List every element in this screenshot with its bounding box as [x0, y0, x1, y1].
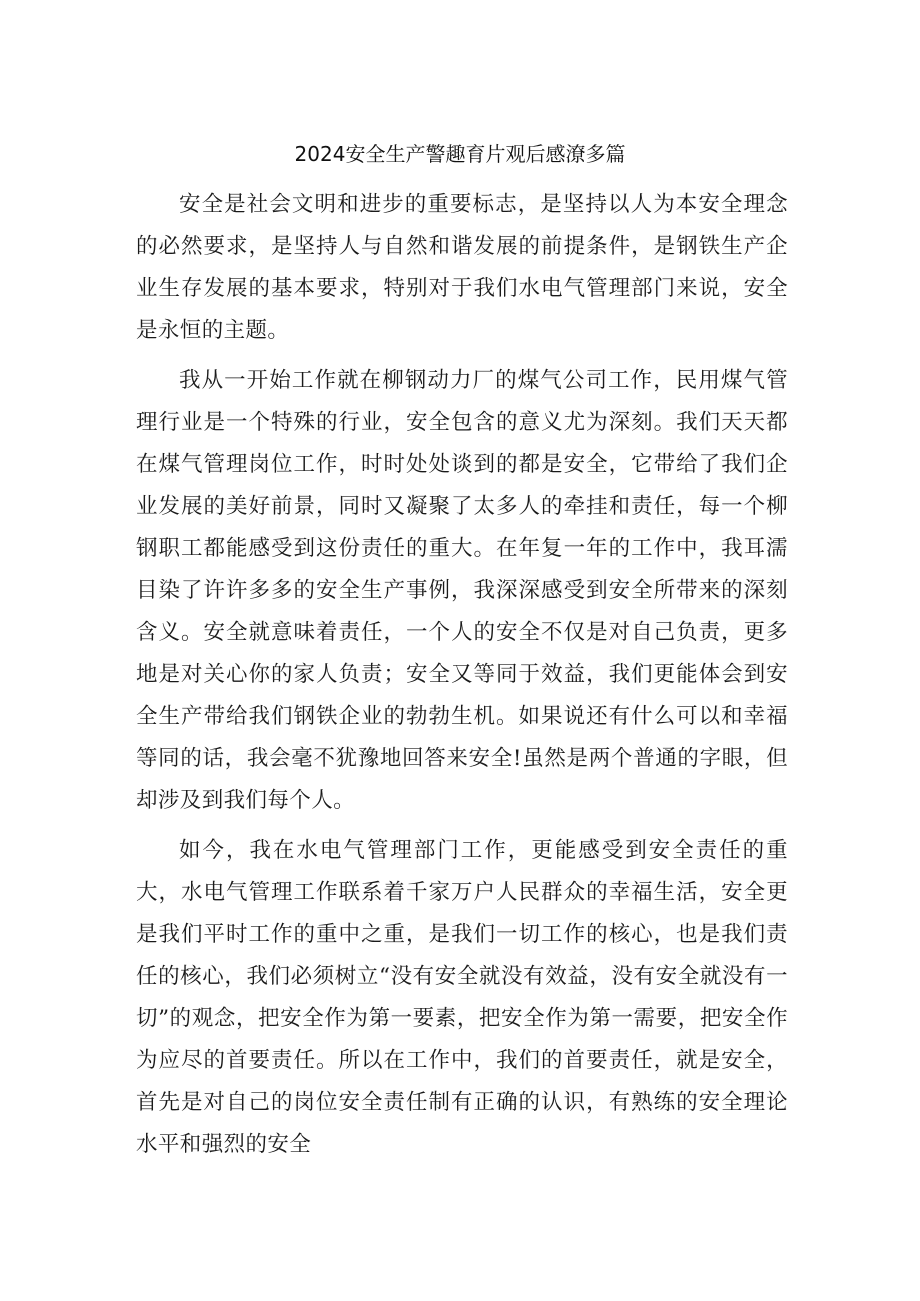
paragraph-3: 如今，我在水电气管理部门工作，更能感受到安全责任的重大，水电气管理工作联系着千家万户人民群众的幸福生活，安全更是我们平时工作的重中之重，是我们一切工作的核心，也是我们责任的核心，我们必须树立“没有安全就没有效益，没有安全就没有一切”的观念，把安全作为第一要素，把安全作为第一需要，把安全作为应尽的首要责任。所以在工作中，我们的首要责任，就是安全，首先是对自己的岗位安全责任制有正确的认识，有熟练的安全理论水平和强烈的安全: [136, 838, 788, 1157]
document-body: [136, 184, 788, 1166]
paragraph-1: 安全是社会文明和进步的重要标志，是坚持以人为本安全理念的必然要求，是坚持人与自然和谐发展的前提条件，是钢铁生产企业生存发展的基本要求，特别对于我们水电气管理部门来说，安全是永恒的主题。: [136, 192, 788, 343]
document-title: 2024安全生产警趣育片观后感潦多篇: [294, 142, 626, 166]
paragraph-2: 我从一开始工作就在柳钢动力厂的煤气公司工作，民用煤气管理行业是一个特殊的行业，安全包含的意义尤为深刻。我们天天都在煤气管理岗位工作，时时处处谈到的都是安全，它带给了我们企业发展的美好前景，同时又凝聚了太多人的牵挂和责任，每一个柳钢职工都能感受到这份责任的重大。在年复一年的工作中，我耳濡目染了许许多多的安全生产事例，我深深感受到安全所带来的深刻含义。安全就意味着责任，一个人的安全不仅是对自己负责，更多地是对关心你的家人负责；安全又等同于效益，我们更能体会到安全生产带给我们钢铁企业的勃勃生机。如果说还有什么可以和幸福等同的话，我会毫不犹豫地回答来安全!虽然是两个普通的字眼，但却涉及到我们每个人。: [136, 368, 788, 813]
